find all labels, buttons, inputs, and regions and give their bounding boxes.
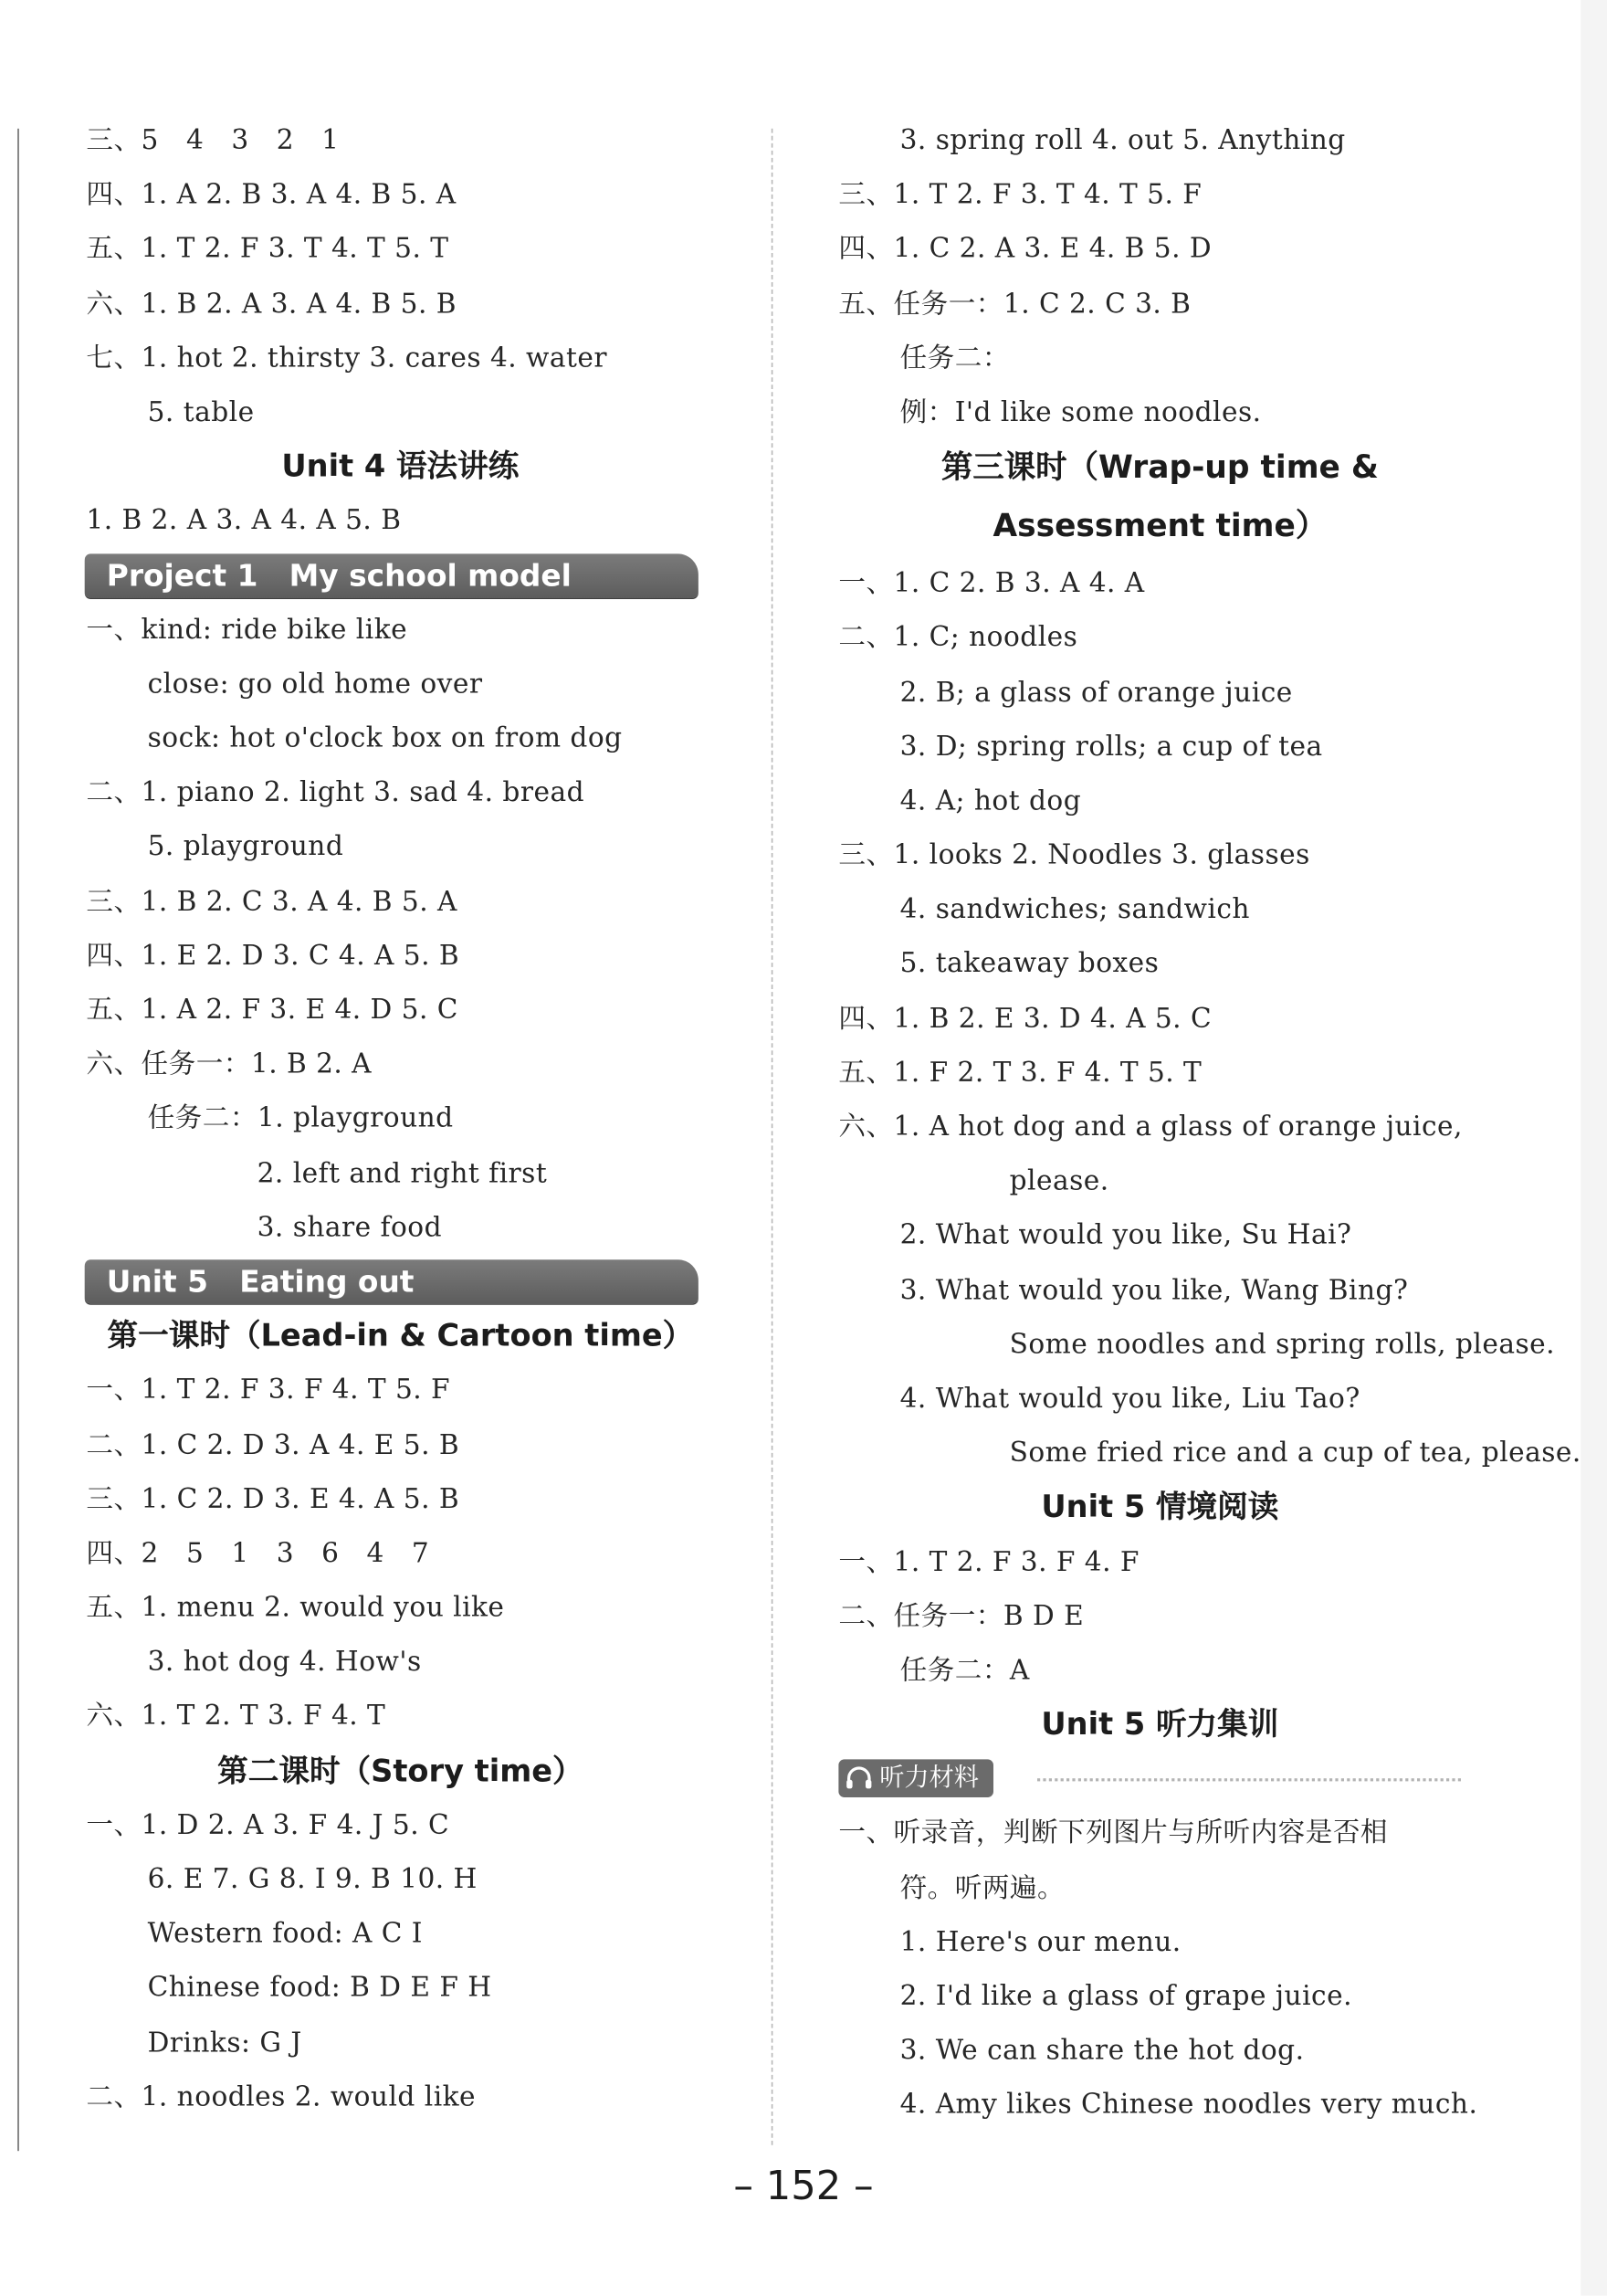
answer-line: 四、1. A 2. B 3. A 4. B 5. A (86, 180, 457, 211)
answer-line: 2. I'd like a glass of grape juice. (899, 1981, 1352, 2013)
section-heading: 第三课时（Wrap-up time & (940, 450, 1379, 487)
answer-line: 六、1. B 2. A 3. A 4. B 5. B (86, 289, 457, 320)
answer-line: 1. Here's our menu. (899, 1927, 1182, 1958)
answer-line: 五、1. T 2. F 3. T 4. T 5. T (86, 234, 449, 266)
headphones-icon (845, 1765, 874, 1792)
answer-line: 一、1. T 2. F 3. F 4. F (838, 1546, 1140, 1578)
answer-line: 4. What would you like, Liu Tao? (899, 1384, 1360, 1415)
answer-line: 二、1. C; noodles (838, 623, 1078, 654)
answer-line: 4. sandwiches; sandwich (899, 894, 1250, 926)
dotted-rule (1037, 1779, 1461, 1782)
left-column (86, 114, 714, 2125)
answer-line: 三、1. C 2. D 3. E 4. A 5. B (86, 1484, 460, 1515)
answer-line: 4. A; hot dog (899, 785, 1082, 817)
left-margin-rule (17, 129, 19, 2151)
answer-line: please. (1009, 1166, 1109, 1197)
answer-line: 3. D; spring rolls; a cup of tea (899, 732, 1323, 763)
answer-line: 5. table (147, 397, 255, 428)
answer-line: 三、5 4 3 2 1 (86, 125, 340, 157)
section-banner (86, 549, 714, 604)
answer-line: 3. What would you like, Wang Bing? (899, 1275, 1409, 1306)
answer-line: 三、1. looks 2. Noodles 3. glasses (838, 840, 1310, 871)
answer-line: 3. share food (257, 1212, 443, 1244)
answer-line: 任务二：1. playground (147, 1103, 454, 1135)
section-banner (86, 1255, 714, 1310)
answer-line: 四、1. E 2. D 3. C 4. A 5. B (86, 941, 460, 972)
page-number: – 152 – (733, 2164, 874, 2210)
answer-line: 一、1. T 2. F 3. F 4. T 5. F (86, 1375, 451, 1406)
answer-line: sock: hot o'clock box on from dog (147, 723, 623, 754)
answer-line: 四、1. C 2. A 3. E 4. B 5. D (838, 234, 1213, 266)
answer-line: 五、1. A 2. F 3. E 4. D 5. C (86, 995, 458, 1027)
answer-line: Some fried rice and a cup of tea, please. (1009, 1438, 1581, 1469)
answer-line: 例：I'd like some noodles. (899, 397, 1262, 428)
answer-line: 二、1. piano 2. light 3. sad 4. bread (86, 777, 585, 809)
answer-line: 6. E 7. G 8. I 9. B 10. H (147, 1864, 478, 1896)
answer-line: 五、1. menu 2. would you like (86, 1593, 505, 1624)
answer-line: 六、任务一：1. B 2. A (86, 1049, 373, 1080)
answer-line: 2. B; a glass of orange juice (899, 677, 1293, 709)
answer-line: 五、1. F 2. T 3. F 4. T 5. T (838, 1058, 1203, 1089)
answer-line: 任务二： (899, 342, 1010, 374)
answer-line: 符。听两遍。 (899, 1872, 1066, 1904)
answer-line: 二、1. C 2. D 3. A 4. E 5. B (86, 1429, 460, 1461)
answer-line: 二、任务一：B D E (838, 1601, 1085, 1632)
answer-line: Some noodles and spring rolls, please. (1009, 1329, 1556, 1361)
answer-line: 5. playground (147, 832, 344, 863)
answer-line: 一、1. C 2. B 3. A 4. A (838, 568, 1145, 600)
answer-line: 一、kind: ride bike like (86, 615, 408, 646)
answer-line: 3. We can share the hot dog. (899, 2036, 1305, 2067)
listening-material-tag-row (838, 1753, 1481, 1807)
answer-line: 3. hot dog 4. How's (147, 1647, 422, 1679)
answer-line: 四、1. B 2. E 3. D 4. A 5. C (838, 1003, 1213, 1035)
column-divider (772, 129, 773, 2145)
section-heading: Unit 5 听力集训 (1041, 1706, 1279, 1743)
listening-material-tag (838, 1760, 993, 1798)
right-column (838, 114, 1581, 2133)
section-heading: Unit 4 语法讲练 (281, 448, 520, 484)
answer-line: 一、1. D 2. A 3. F 4. J 5. C (86, 1810, 450, 1841)
answer-line: 六、1. T 2. T 3. F 4. T (86, 1701, 386, 1733)
answer-line: 三、1. T 2. F 3. T 4. T 5. F (838, 180, 1203, 211)
page-edge-shadow (1581, 0, 1607, 2296)
answer-line: Western food: A C I (147, 1919, 423, 1950)
answer-line: 四、2 5 1 3 6 4 7 (86, 1538, 430, 1570)
answer-line: 1. B 2. A 3. A 4. A 5. B (86, 506, 402, 537)
answer-line: 二、1. noodles 2. would like (86, 2081, 477, 2113)
banner-title: Unit 5 Eating out (106, 1263, 415, 1300)
answer-line: 六、1. A hot dog and a glass of orange juice, (838, 1111, 1463, 1143)
section-heading: Assessment time） (993, 509, 1328, 545)
section-heading: 第二课时（Story time） (217, 1753, 583, 1788)
answer-line: 七、1. hot 2. thirsty 3. cares 4. water (86, 342, 607, 374)
answer-line: 5. takeaway boxes (899, 949, 1160, 980)
answer-line: Chinese food: B D E F H (147, 1973, 492, 2005)
answer-line: 任务二：A (899, 1655, 1030, 1687)
answer-line: 五、任务一：1. C 2. C 3. B (838, 289, 1192, 320)
tag-label: 听力材料 (879, 1764, 979, 1794)
section-heading: Unit 5 情境阅读 (1041, 1489, 1279, 1525)
answer-line: close: go old home over (147, 669, 483, 700)
section-heading: 第一课时（Lead-in & Cartoon time） (107, 1318, 694, 1353)
answer-line: 2. left and right first (257, 1158, 548, 1189)
answer-line: 一、听录音，判断下列图片与所听内容是否相 (838, 1818, 1389, 1849)
answer-line: 4. Amy likes Chinese noodles very much. (899, 2090, 1478, 2122)
answer-line: Drinks: G J (147, 2027, 302, 2059)
banner-title: Project 1 My school model (106, 557, 572, 593)
answer-line: 2. What would you like, Su Hai? (899, 1220, 1352, 1252)
answer-line: 三、1. B 2. C 3. A 4. B 5. A (86, 886, 457, 918)
answer-line: 3. spring roll 4. out 5. Anything (899, 125, 1346, 157)
